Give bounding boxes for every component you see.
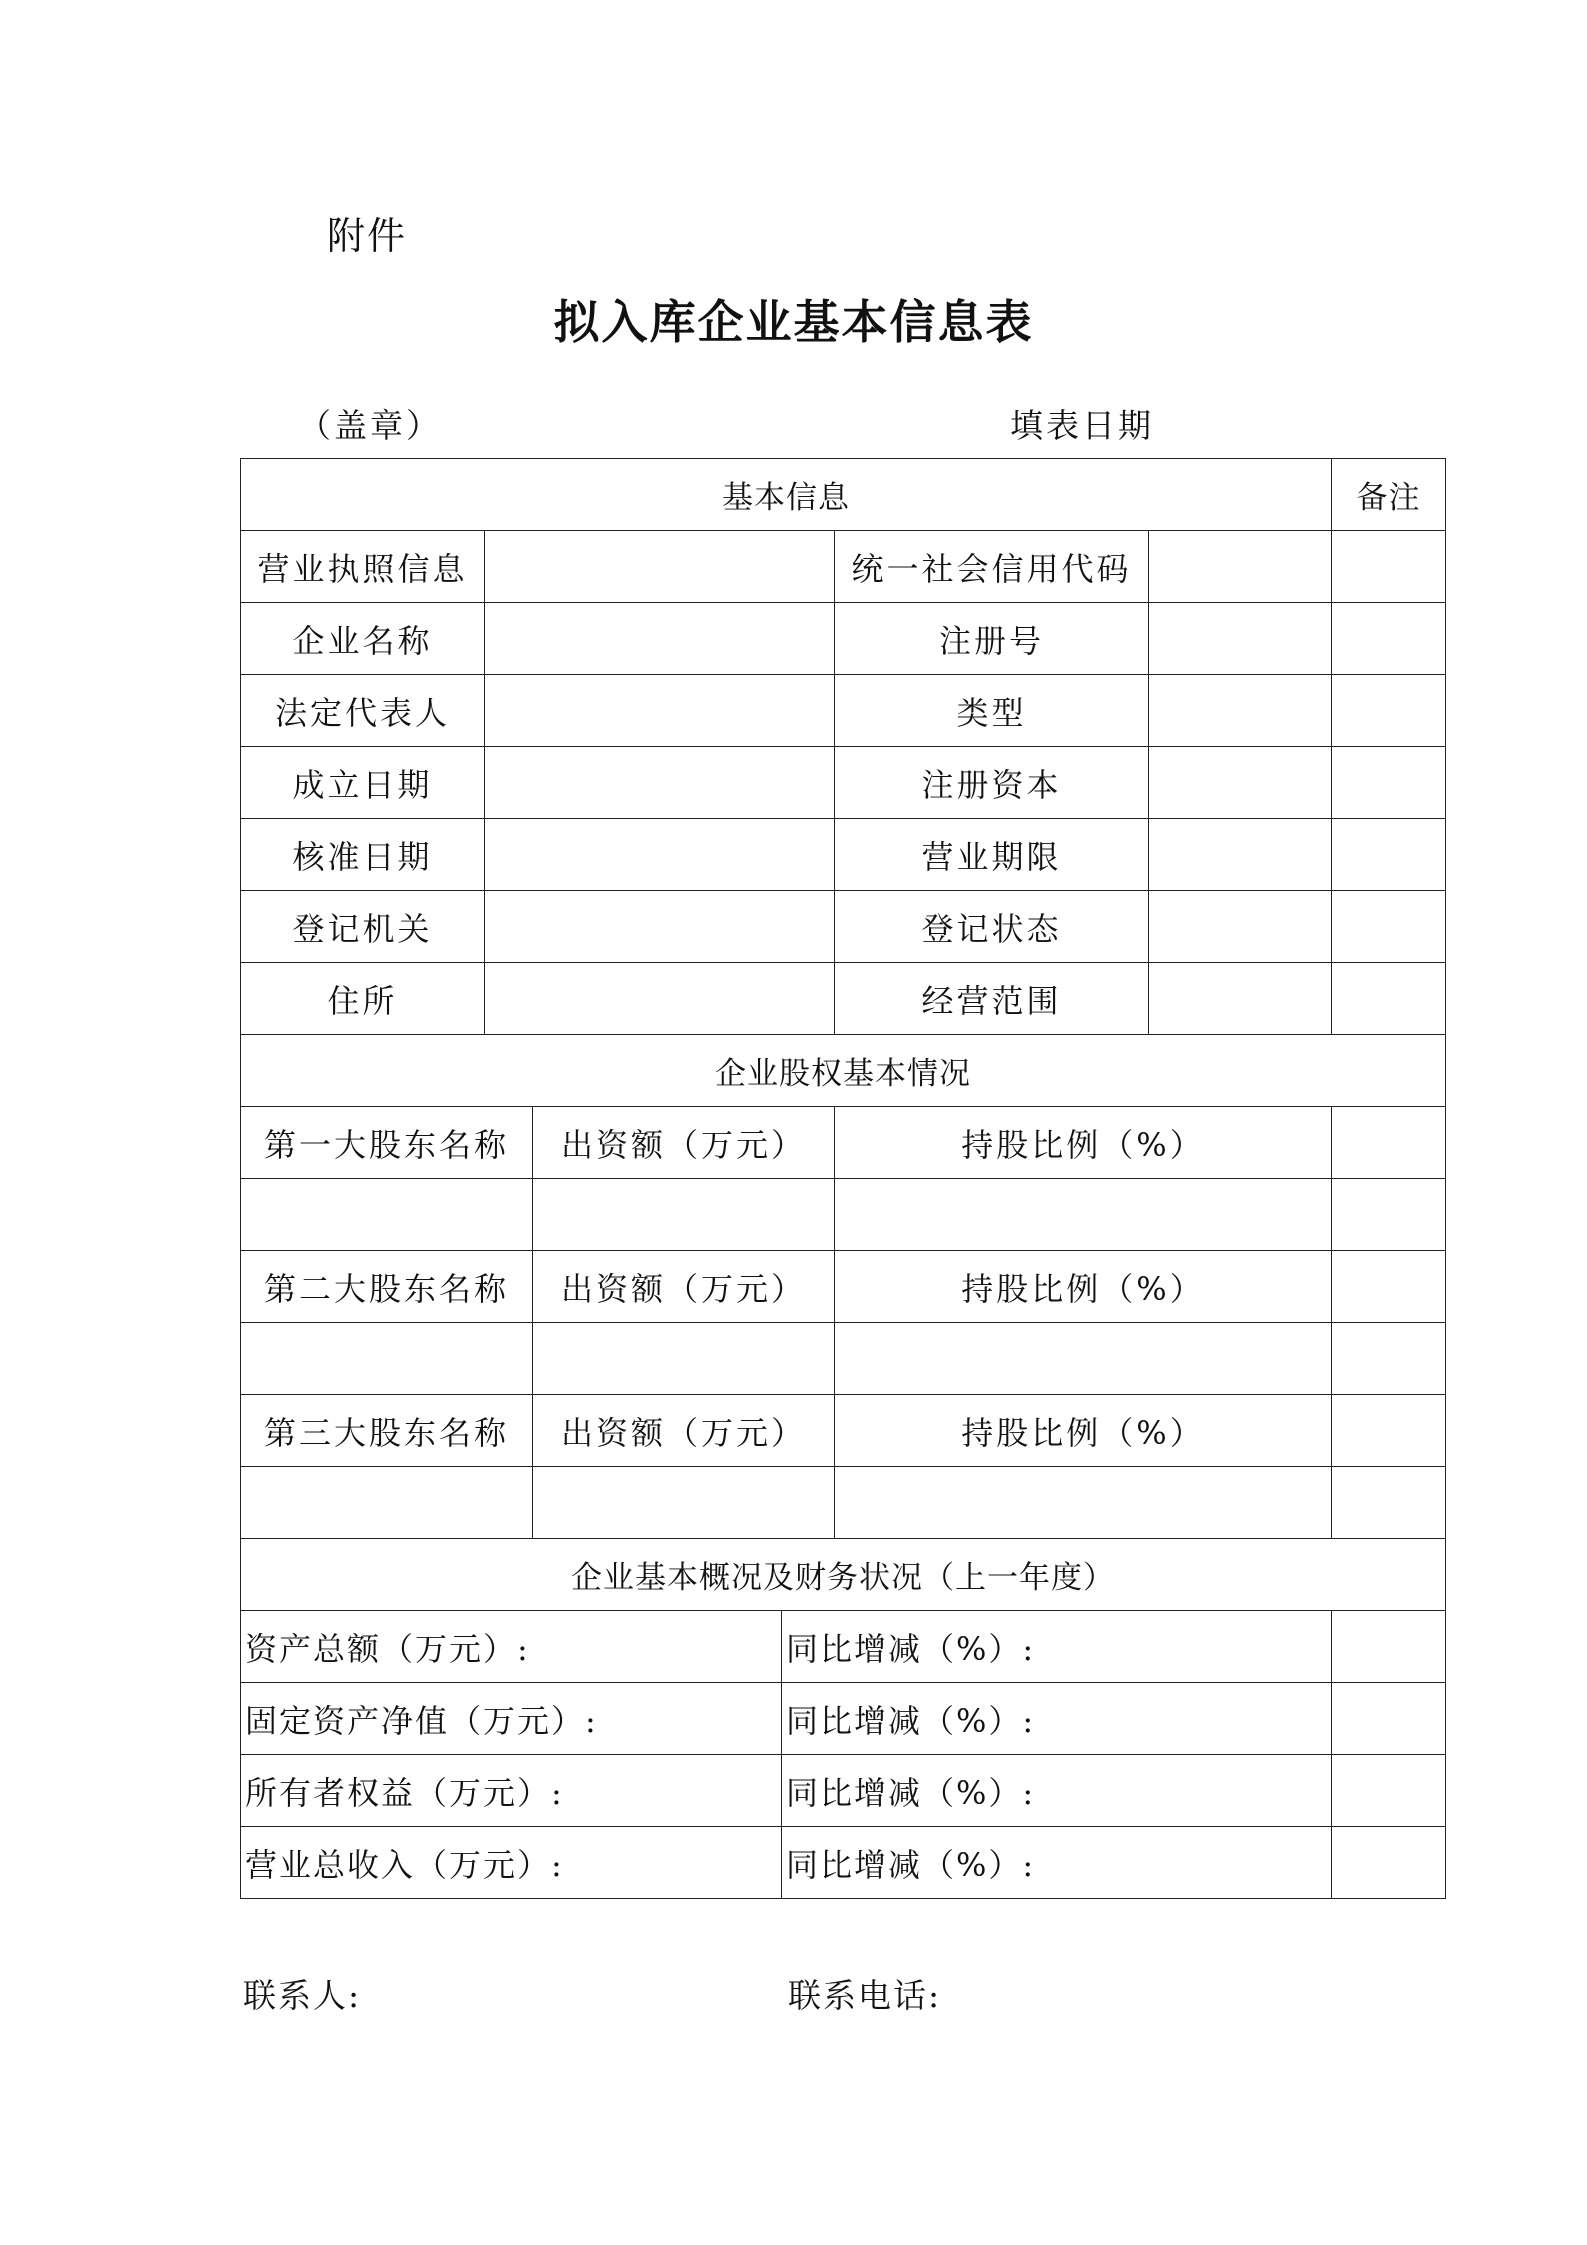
yoy-change-field[interactable]: 同比增减（%）: [782,1755,1332,1827]
capital-amount-label: 出资额（万元） [533,1107,835,1179]
remarks-cell[interactable] [1332,1683,1446,1755]
field-label: 登记状态 [835,891,1149,963]
finance-field[interactable]: 固定资产净值（万元）: [241,1683,782,1755]
table-row [241,1755,1446,1827]
field-value-cell[interactable] [485,747,835,819]
field-value-cell[interactable] [485,675,835,747]
field-value-cell[interactable] [485,603,835,675]
finance-field[interactable]: 资产总额（万元）: [241,1611,782,1683]
table-row [241,1179,1446,1251]
yoy-change-field[interactable]: 同比增减（%）: [782,1683,1332,1755]
capital-amount-label: 出资额（万元） [533,1395,835,1467]
field-label: 营业期限 [835,819,1149,891]
field-value-cell[interactable] [1149,891,1332,963]
table-row [241,747,1446,819]
share-ratio-cell[interactable] [835,1323,1332,1395]
field-label: 登记机关 [241,891,485,963]
field-value-cell[interactable] [485,891,835,963]
table-row [241,1251,1446,1323]
share-ratio-cell[interactable] [835,1467,1332,1539]
field-value-cell[interactable] [485,963,835,1035]
table-row [241,603,1446,675]
field-label: 营业执照信息 [241,531,485,603]
form-title: 拟入库企业基本信息表 [553,295,1034,349]
fill-date-label: 填表日期 [1010,406,1154,445]
table-row [241,819,1446,891]
remarks-cell[interactable] [1332,1755,1446,1827]
field-value-cell[interactable] [1149,603,1332,675]
remarks-cell[interactable] [1332,1395,1446,1467]
field-label: 经营范围 [835,963,1149,1035]
shareholder-name-label: 第二大股东名称 [241,1251,533,1323]
remarks-cell[interactable] [1332,747,1446,819]
field-value-cell[interactable] [485,819,835,891]
share-ratio-label: 持股比例（%） [835,1251,1332,1323]
remarks-cell[interactable] [1332,1611,1446,1683]
remarks-cell[interactable] [1332,1467,1446,1539]
field-value-cell[interactable] [1149,963,1332,1035]
contact-person-label: 联系人: [243,1976,362,2015]
table-row [241,963,1446,1035]
field-label: 统一社会信用代码 [835,531,1149,603]
table-row [241,675,1446,747]
field-value-cell[interactable] [1149,819,1332,891]
capital-amount-cell[interactable] [533,1323,835,1395]
shareholder-name-cell[interactable] [241,1467,533,1539]
table-row [241,1611,1446,1683]
field-label: 注册号 [835,603,1149,675]
remarks-cell[interactable] [1332,891,1446,963]
basic-section-header-row [241,459,1446,531]
finance-field[interactable]: 营业总收入（万元）: [241,1827,782,1899]
capital-amount-cell[interactable] [533,1179,835,1251]
remarks-cell[interactable] [1332,531,1446,603]
remarks-cell[interactable] [1332,1827,1446,1899]
table-row [241,1467,1446,1539]
shareholder-name-label: 第三大股东名称 [241,1395,533,1467]
capital-amount-cell[interactable] [533,1467,835,1539]
remarks-header: 备注 [1332,459,1446,531]
field-label: 类型 [835,675,1149,747]
table-row [241,531,1446,603]
shareholder-name-cell[interactable] [241,1323,533,1395]
equity-section-header-row [241,1035,1446,1107]
field-label: 注册资本 [835,747,1149,819]
finance-section-title: 企业基本概况及财务状况（上一年度） [241,1539,1446,1611]
table-row [241,1107,1446,1179]
remarks-cell[interactable] [1332,1251,1446,1323]
seal-label: （盖章） [298,406,442,445]
finance-section-header-row [241,1539,1446,1611]
field-value-cell[interactable] [1149,747,1332,819]
share-ratio-cell[interactable] [835,1179,1332,1251]
finance-field[interactable]: 所有者权益（万元）: [241,1755,782,1827]
field-value-cell[interactable] [1149,531,1332,603]
field-label: 核准日期 [241,819,485,891]
remarks-cell[interactable] [1332,1179,1446,1251]
field-label: 成立日期 [241,747,485,819]
field-label: 企业名称 [241,603,485,675]
field-label: 住所 [241,963,485,1035]
capital-amount-label: 出资额（万元） [533,1251,835,1323]
field-label: 法定代表人 [241,675,485,747]
remarks-cell[interactable] [1332,675,1446,747]
remarks-cell[interactable] [1332,603,1446,675]
remarks-cell[interactable] [1332,963,1446,1035]
equity-section-title: 企业股权基本情况 [241,1035,1446,1107]
yoy-change-field[interactable]: 同比增减（%）: [782,1611,1332,1683]
basic-section-title: 基本信息 [241,459,1332,531]
attachment-label: 附件 [327,214,408,258]
share-ratio-label: 持股比例（%） [835,1395,1332,1467]
table-row [241,891,1446,963]
table-row [241,1395,1446,1467]
remarks-cell[interactable] [1332,819,1446,891]
table-row [241,1323,1446,1395]
info-table [240,458,1446,1899]
table-row [241,1827,1446,1899]
field-value-cell[interactable] [1149,675,1332,747]
shareholder-name-cell[interactable] [241,1179,533,1251]
share-ratio-label: 持股比例（%） [835,1107,1332,1179]
contact-phone-label: 联系电话: [788,1976,942,2015]
field-value-cell[interactable] [485,531,835,603]
table-row [241,1683,1446,1755]
remarks-cell[interactable] [1332,1107,1446,1179]
yoy-change-field[interactable]: 同比增减（%）: [782,1827,1332,1899]
shareholder-name-label: 第一大股东名称 [241,1107,533,1179]
remarks-cell[interactable] [1332,1323,1446,1395]
